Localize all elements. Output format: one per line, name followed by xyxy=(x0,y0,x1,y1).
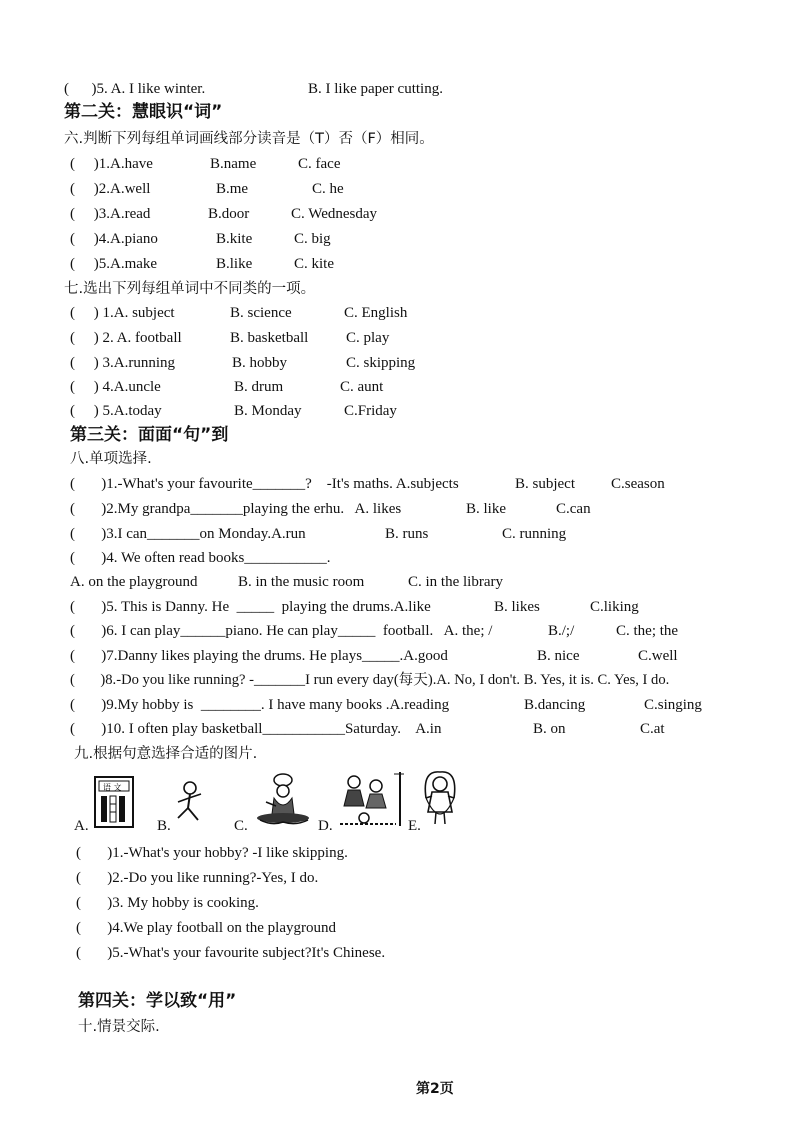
s8-q7: ( )7.Danny likes playing the drums. He plays_____.A.good xyxy=(70,648,448,664)
picture-label-b: B. xyxy=(157,818,171,834)
picture-label-e: E. xyxy=(408,818,421,834)
s6-row-1: ( )1.A.have xyxy=(70,156,153,172)
section-7-title: 七.选出下列每组单词中不同类的一项。 xyxy=(64,281,316,297)
s8-q5-c: C.liking xyxy=(590,599,639,615)
s8-q5: ( )5. This is Danny. He _____ playing the drums.A.like xyxy=(70,599,431,615)
section-6-title: 六.判断下列每组单词画线部分读音是（T）否（F）相同。 xyxy=(64,131,434,147)
football-picture xyxy=(336,768,406,830)
s8-q9: ( )9.My hobby is ________. I have many books .A.reading xyxy=(70,697,450,713)
s8-q6-c: C. the; the xyxy=(616,623,679,639)
s8-q2-b: B. like xyxy=(466,501,506,517)
s8-q7-c: C.well xyxy=(638,648,678,664)
s9-row-3: ( )3. My hobby is cooking. xyxy=(76,895,259,911)
s6-row-2: ( )2.A.well xyxy=(70,181,151,197)
s8-q6-b: B./;/ xyxy=(548,623,575,639)
s6-row-5-c: C. kite xyxy=(294,256,334,272)
s8-q3-c: C. running xyxy=(502,526,567,542)
s7-row-1-b: B. science xyxy=(230,305,292,321)
s7-row-1: ( ) 1.A. subject xyxy=(70,305,175,321)
s6-row-5: ( )5.A.make xyxy=(70,256,158,272)
picture-label-d: D. xyxy=(318,818,333,834)
s7-row-4-b: B. drum xyxy=(234,379,284,395)
s7-row-3: ( ) 3.A.running xyxy=(70,355,175,371)
section-9-title: 九.根据句意选择合适的图片. xyxy=(74,746,258,762)
s8-q1-c: C.season xyxy=(611,476,665,492)
s7-row-5: ( ) 5.A.today xyxy=(70,403,162,419)
s6-row-3: ( )3.A.read xyxy=(70,206,151,222)
picture-label-c: C. xyxy=(234,818,248,834)
s8-q5-b: B. likes xyxy=(494,599,540,615)
chinese-book-picture xyxy=(92,774,138,830)
s6-row-1-c: C. face xyxy=(298,156,341,172)
s7-row-2-b: B. basketball xyxy=(230,330,309,346)
picture-label-a: A. xyxy=(74,818,89,834)
s7-row-4-c: C. aunt xyxy=(340,379,384,395)
cooking-picture xyxy=(252,772,314,828)
running-picture xyxy=(172,780,208,826)
s6-row-3-b: B.door xyxy=(208,206,250,222)
s7-row-1-c: C. English xyxy=(344,305,408,321)
page-number: 第2页 xyxy=(416,1081,454,1097)
book-title: 语 文 xyxy=(103,783,122,792)
s8-q10-c: C.at xyxy=(640,721,665,737)
section-3-title: 第三关：面面“句”到 xyxy=(70,425,229,445)
s9-row-2: ( )2.-Do you like running?-Yes, I do. xyxy=(76,870,319,886)
question-5-text: ( )5. A. I like winter. xyxy=(64,81,206,97)
s7-row-2-c: C. play xyxy=(346,330,390,346)
s6-row-4-b: B.kite xyxy=(216,231,253,247)
s7-row-2: ( ) 2. A. football xyxy=(70,330,182,346)
s8-q3-b: B. runs xyxy=(385,526,429,542)
section-8-title: 八.单项选择. xyxy=(70,451,152,467)
section-10-title: 十.情景交际. xyxy=(78,1019,160,1035)
s7-row-3-b: B. hobby xyxy=(232,355,288,371)
s8-q10: ( )10. I often play basketball___________Saturday. A.in xyxy=(70,721,442,737)
s6-row-2-b: B.me xyxy=(216,181,249,197)
question-5-option-b: B. I like paper cutting. xyxy=(308,81,443,97)
s7-row-3-c: C. skipping xyxy=(346,355,416,371)
s8-q4: ( )4. We often read books___________. xyxy=(70,550,331,566)
s8-q2-c: C.can xyxy=(556,501,591,517)
s8-q2: ( )2.My grandpa_______playing the erhu. A. likes xyxy=(70,501,402,517)
s9-row-4: ( )4.We play football on the playground xyxy=(76,920,336,936)
s9-row-1: ( )1.-What's your hobby? -I like skipping. xyxy=(76,845,348,861)
s8-q8: ( )8.-Do you like running? -_______I run every day(每天).A. No, I don't. B. Yes, it is. C. Yes, I do. xyxy=(70,672,670,688)
s8-q4-option-c: C. in the library xyxy=(408,574,503,590)
s8-q1: ( )1.-What's your favourite_______? -It's maths. A.subjects xyxy=(70,476,459,492)
s8-q6: ( )6. I can play______piano. He can play_____ football. A. the; / xyxy=(70,623,493,639)
s8-q9-b: B.dancing xyxy=(524,697,586,713)
s7-row-4: ( ) 4.A.uncle xyxy=(70,379,161,395)
s6-row-4-c: C. big xyxy=(294,231,331,247)
s8-q3: ( )3.I can_______on Monday.A.run xyxy=(70,526,306,542)
s8-q4-option-a: A. on the playground xyxy=(70,574,198,590)
s8-q4-option-b: B. in the music room xyxy=(238,574,365,590)
s7-row-5-b: B. Monday xyxy=(234,403,302,419)
s8-q1-b: B. subject xyxy=(515,476,575,492)
s6-row-3-c: C. Wednesday xyxy=(291,206,378,222)
skipping-picture xyxy=(418,768,462,830)
section-2-title: 第二关：慧眼识“词” xyxy=(64,102,223,122)
s6-row-2-c: C. he xyxy=(312,181,344,197)
s6-row-4: ( )4.A.piano xyxy=(70,231,158,247)
s8-q10-b: B. on xyxy=(533,721,566,737)
section-4-title: 第四关：学以致“用” xyxy=(78,991,237,1011)
s7-row-5-c: C.Friday xyxy=(344,403,397,419)
s6-row-5-b: B.like xyxy=(216,256,253,272)
s8-q9-c: C.singing xyxy=(644,697,702,713)
s9-row-5: ( )5.-What's your favourite subject?It's Chinese. xyxy=(76,945,386,961)
s8-q7-b: B. nice xyxy=(537,648,580,664)
s6-row-1-b: B.name xyxy=(210,156,257,172)
